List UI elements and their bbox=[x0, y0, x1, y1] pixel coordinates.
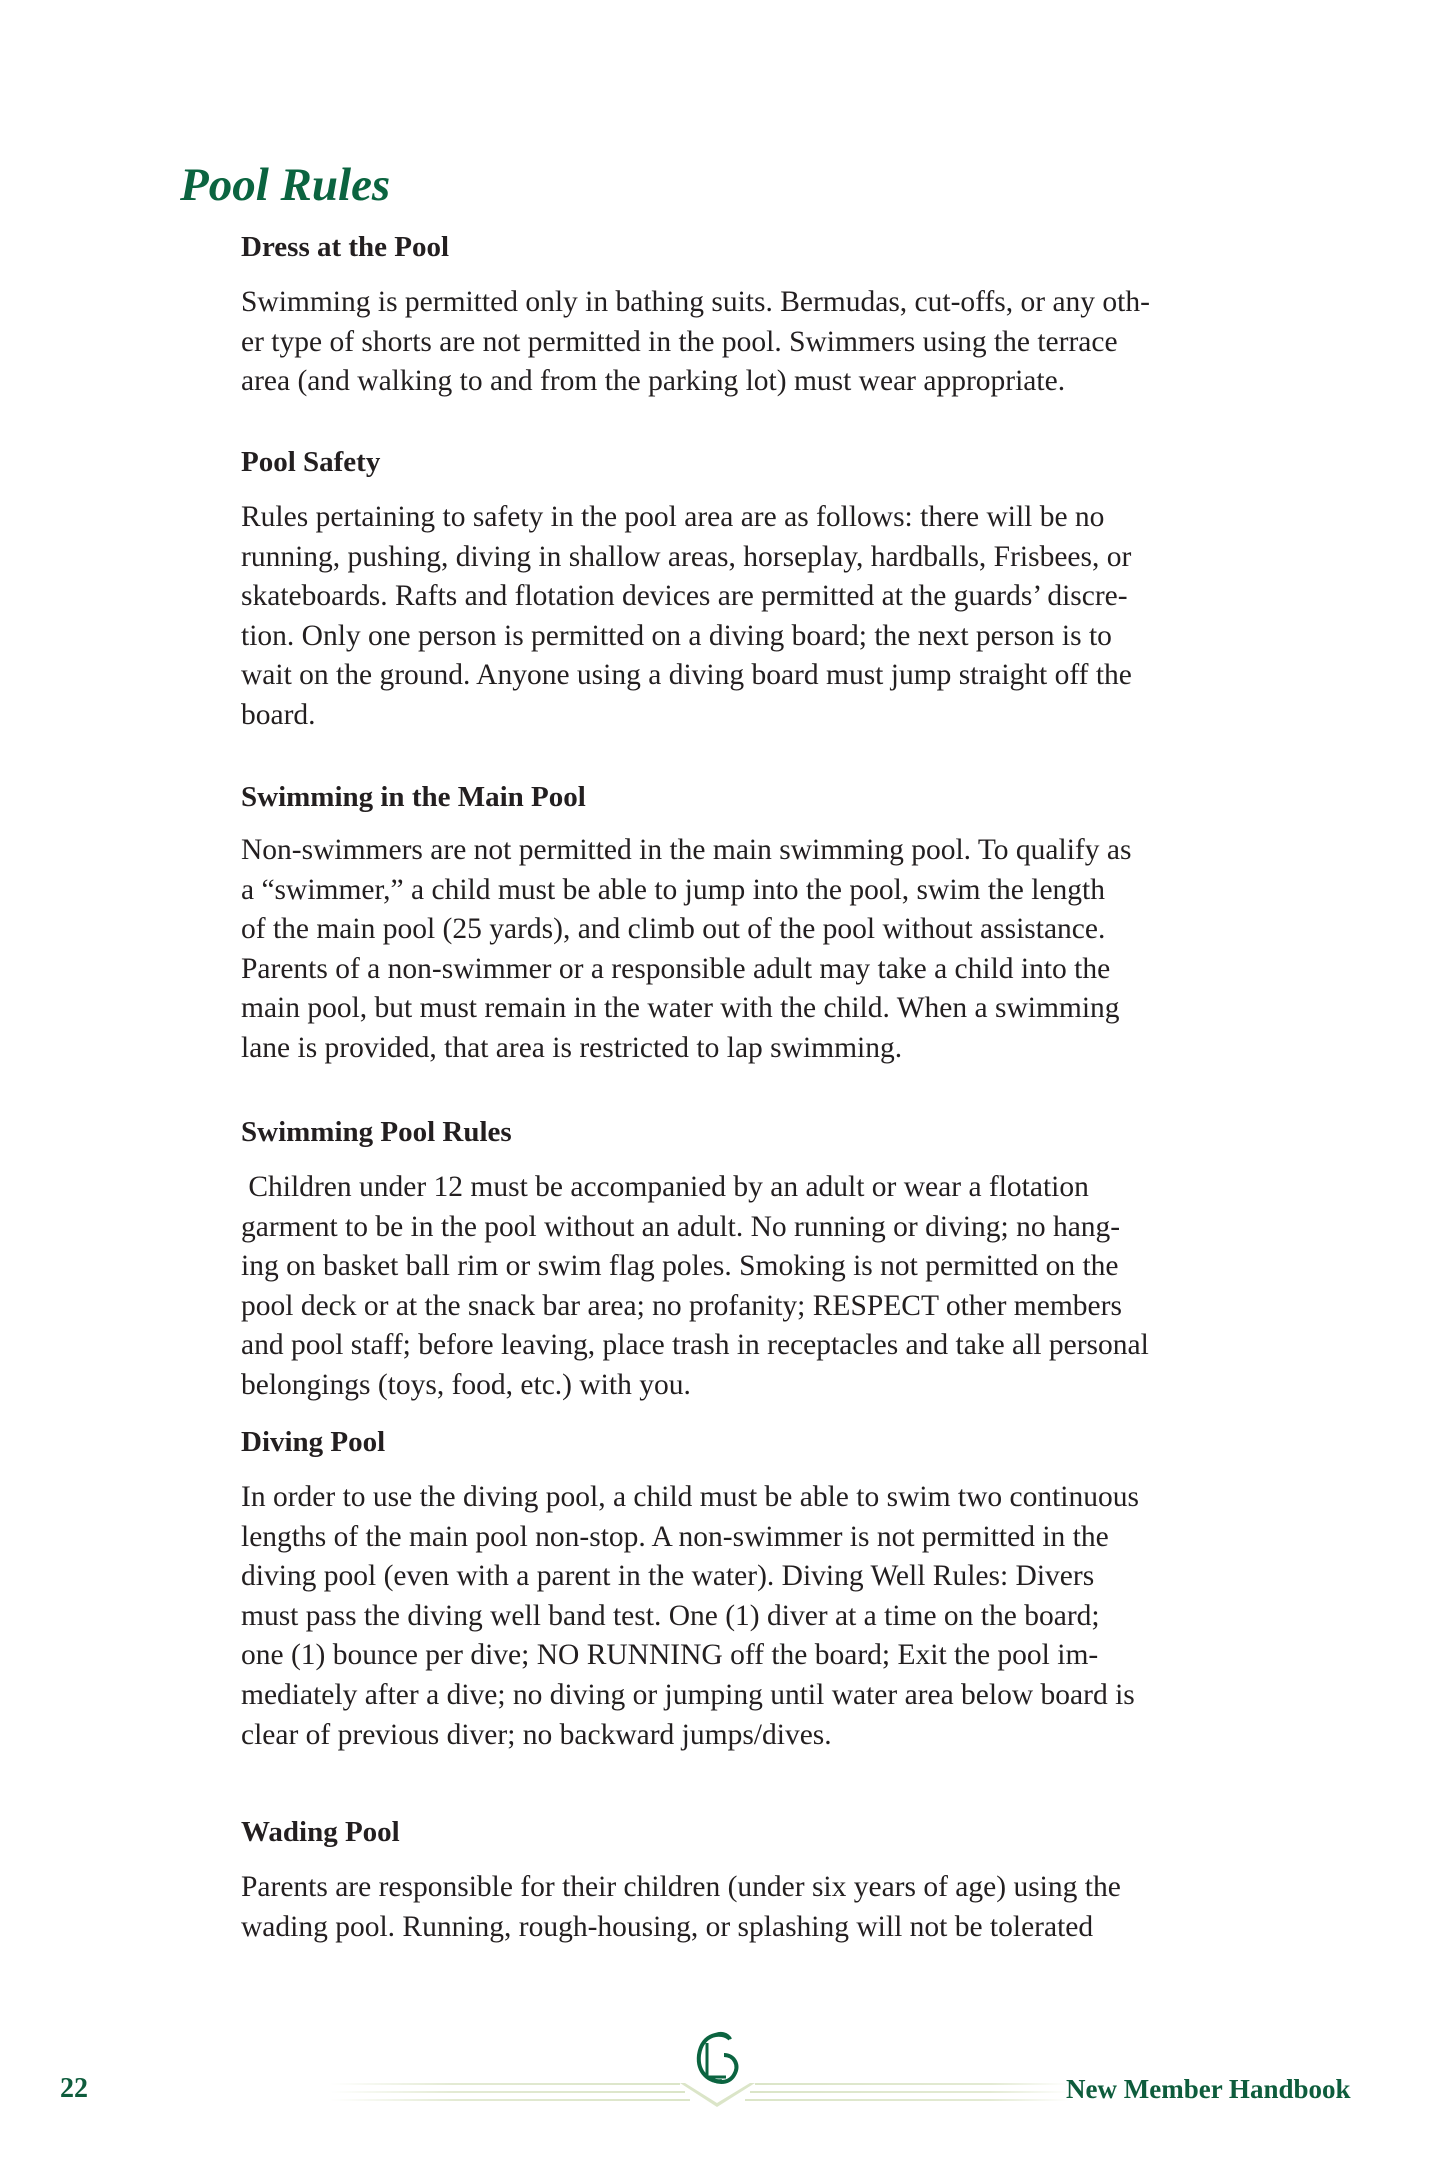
page-number: 22 bbox=[60, 2073, 88, 2104]
section-body bbox=[241, 498, 1281, 736]
text-line: and pool staff; before leaving, place trash in receptacles and take all personal bbox=[241, 1329, 1149, 1362]
text-line: Children under 12 must be accompanied by an adult or wear a flotation bbox=[241, 1171, 1089, 1203]
section-body bbox=[241, 831, 1281, 1069]
text-line: one (1) bounce per dive; NO RUNNING off the board; Exit the pool im- bbox=[241, 1639, 1099, 1672]
section-heading: Dress at the Pool bbox=[241, 231, 450, 263]
text-line: mediately after a dive; no diving or jumping until water area below board is bbox=[241, 1678, 1135, 1711]
section-swimming-pool-rules bbox=[241, 1115, 1281, 1406]
divider-line-left bbox=[330, 2083, 690, 2101]
text-line: Rules pertaining to safety in the pool area are as follows: there will be no bbox=[241, 501, 1105, 533]
footer-ornament bbox=[330, 2025, 1070, 2115]
club-monogram-icon bbox=[699, 2033, 737, 2082]
text-line: main pool, but must remain in the water with the child. When a swimming bbox=[241, 992, 1120, 1025]
section-heading: Pool Safety bbox=[241, 446, 381, 478]
section-body bbox=[241, 1868, 1281, 1947]
divider-chevron bbox=[680, 2083, 755, 2107]
text-line: wading pool. Running, rough-housing, or splashing will not be tolerated bbox=[241, 1910, 1094, 1943]
divider-line-right bbox=[745, 2083, 1070, 2101]
text-line: diving pool (even with a parent in the water). Diving Well Rules: Divers bbox=[241, 1560, 1095, 1593]
section-dress-at-the-pool bbox=[241, 230, 1281, 402]
text-line: lane is provided, that area is restricted to lap swimming. bbox=[241, 1031, 903, 1064]
section-body bbox=[241, 283, 1281, 402]
text-line: Parents are responsible for their children (under six years of age) using the bbox=[241, 1871, 1121, 1903]
text-line: In order to use the diving pool, a child must be able to swim two continuous bbox=[241, 1481, 1139, 1513]
section-body bbox=[241, 1168, 1281, 1406]
publication-title: New Member Handbook bbox=[1066, 2074, 1351, 2104]
section-heading: Swimming in the Main Pool bbox=[241, 781, 586, 813]
text-line: er type of shorts are not permitted in the pool. Swimmers using the terrace bbox=[241, 325, 1118, 358]
text-line: pool deck or at the snack bar area; no profanity; RESPECT other members bbox=[241, 1289, 1122, 1322]
section-pool-safety bbox=[241, 445, 1281, 736]
section-wading-pool bbox=[241, 1815, 1281, 1947]
section-diving-pool bbox=[241, 1425, 1281, 1755]
section-body bbox=[241, 1478, 1281, 1755]
section-swimming-in-the-main-pool bbox=[241, 780, 1281, 1069]
page-title: Pool Rules bbox=[180, 159, 391, 211]
text-line: belongings (toys, food, etc.) with you. bbox=[241, 1368, 691, 1401]
text-line: area (and walking to and from the parking lot) must wear appropriate. bbox=[241, 365, 1066, 398]
text-line: ing on basket ball rim or swim flag poles. Smoking is not permitted on the bbox=[241, 1250, 1119, 1283]
text-line: Swimming is permitted only in bathing suits. Bermudas, cut-offs, or any oth- bbox=[241, 286, 1150, 318]
text-line: Parents of a non-swimmer or a responsible adult may take a child into the bbox=[241, 952, 1111, 985]
text-line: wait on the ground. Anyone using a diving board must jump straight off the bbox=[241, 659, 1132, 692]
text-line: board. bbox=[241, 698, 316, 731]
section-heading: Wading Pool bbox=[241, 1816, 400, 1848]
text-line: Non-swimmers are not permitted in the main swimming pool. To qualify as bbox=[241, 834, 1132, 866]
text-line: clear of previous diver; no backward jumps/dives. bbox=[241, 1718, 832, 1751]
text-line: must pass the diving well band test. One (1) diver at a time on the board; bbox=[241, 1599, 1100, 1632]
text-line: garment to be in the pool without an adult. No running or diving; no hang- bbox=[241, 1210, 1121, 1243]
text-line: of the main pool (25 yards), and climb out of the pool without assistance. bbox=[241, 913, 1106, 946]
section-heading: Diving Pool bbox=[241, 1426, 386, 1458]
section-heading: Swimming Pool Rules bbox=[241, 1116, 512, 1148]
text-line: lengths of the main pool non-stop. A non-swimmer is not permitted in the bbox=[241, 1520, 1109, 1553]
text-line: skateboards. Rafts and flotation devices are permitted at the guards’ discre- bbox=[241, 580, 1128, 613]
text-line: tion. Only one person is permitted on a diving board; the next person is to bbox=[241, 619, 1112, 652]
text-line: a “swimmer,” a child must be able to jump into the pool, swim the length bbox=[241, 873, 1105, 906]
text-line: running, pushing, diving in shallow areas, horseplay, hardballs, Frisbees, or bbox=[241, 540, 1132, 573]
